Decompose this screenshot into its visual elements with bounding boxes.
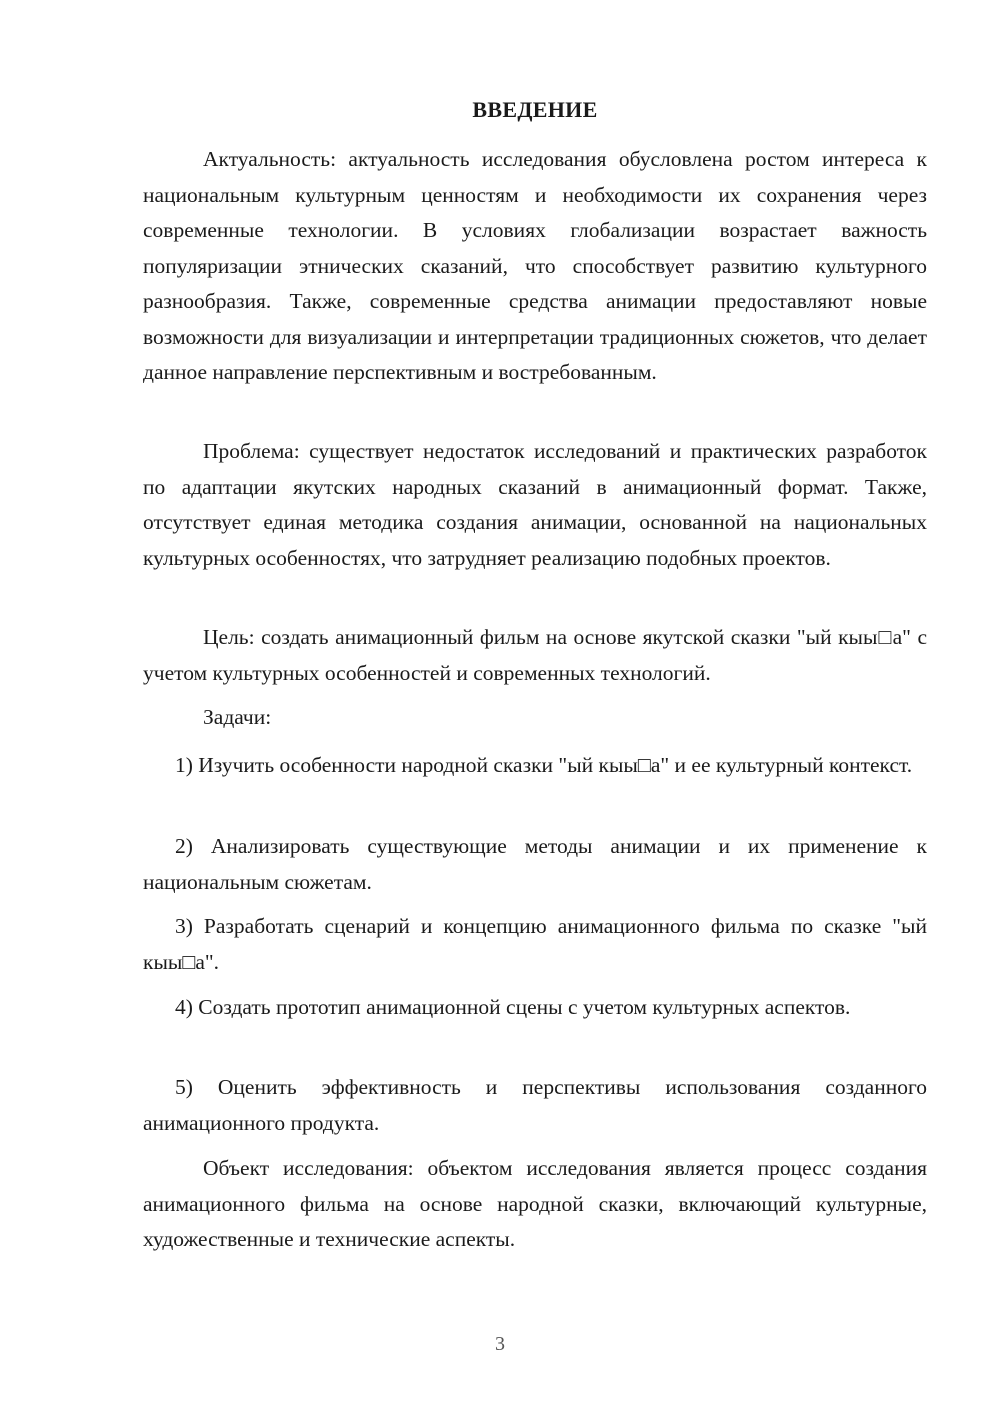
- page-number: 3: [495, 1333, 505, 1355]
- task-item-2: 2) Анализировать существующие методы анимации и их применение к национальным сюжетам.: [143, 834, 927, 894]
- task-item-1: 1) Изучить особенности народной сказки "ый кыы□а" и ее культурный контекст.: [175, 753, 913, 777]
- tasks-label: Задачи:: [203, 705, 272, 729]
- relevance-paragraph: Актуальность: актуальность исследования обусловлена ростом интереса к национальным культурным ценностям и необходимости их сохранения через современные технологии. В условиях глобализации возрастает важность популяризации этнических сказаний, что способствует развитию культурного разнообразия. Также, современные средства анимации предоставляют новые возможности для визуализации и интерпретации традиционных сюжетов, что делает данное направление перспективным и востребованным.: [143, 147, 927, 384]
- problem-paragraph: Проблема: существует недостаток исследований и практических разработок по адаптации якутских народных сказаний в анимационный формат. Также, отсутствует единая методика создания анимации, основанной на национальных культурных особенностях, что затрудняет реализацию подобных проектов.: [143, 439, 927, 570]
- goal-paragraph: Цель: создать анимационный фильм на основе якутской сказки "ый кыы□а" с учетом культурных особенностей и современных технологий.: [143, 625, 927, 685]
- task-item-5: 5) Оценить эффективность и перспективы использования созданного анимационного продукта.: [143, 1075, 927, 1135]
- task-item-3: 3) Разработать сценарий и концепцию анимационного фильма по сказке "ый кыы□а".: [143, 914, 927, 974]
- object-paragraph: Объект исследования: объектом исследования является процесс создания анимационного фильма на основе народной сказки, включающий культурные, художественные и технические аспекты.: [143, 1156, 927, 1251]
- section-heading: ВВЕДЕНИЕ: [472, 97, 598, 122]
- task-item-4: 4) Создать прототип анимационной сцены с учетом культурных аспектов.: [175, 995, 851, 1019]
